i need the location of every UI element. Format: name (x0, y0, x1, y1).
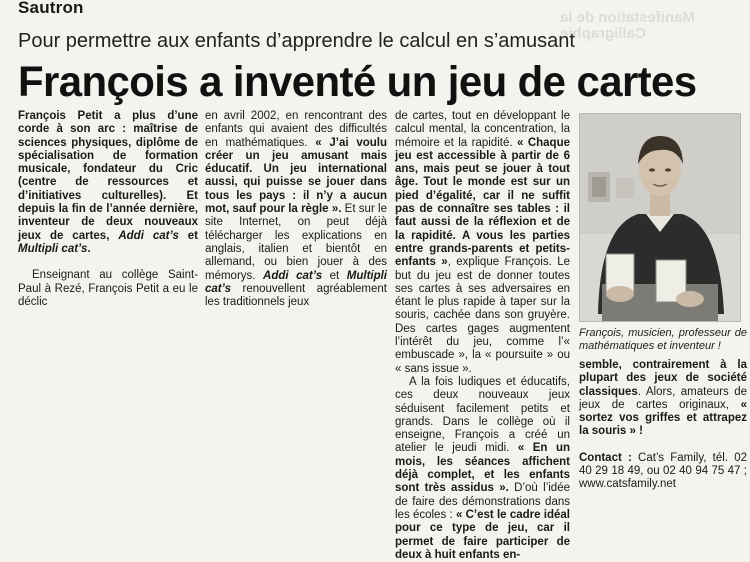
body-text: D’où l’idée de faire des démonstrations dans les écoles : (395, 482, 570, 521)
game-name-multipli: Multipli cat’s (205, 269, 388, 295)
game-name-addi: Addi cat’s (263, 269, 323, 282)
quote-text: « J’ai voulu créer un jeu amusant mais éducatif. Un jeu international aussi, qui puisse se jouer dans tous les pays : il n’y a aucun mot, sauf pour la règle ». (205, 136, 387, 216)
bleed-through-text: Manifestation de la Calligraphie (560, 9, 696, 42)
lead-end: . (87, 242, 91, 255)
game-name-multipli: Multipli cat’s (18, 242, 88, 255)
article-column-3 (395, 110, 570, 562)
conjunction: et (178, 229, 199, 242)
game-name-addi: Addi cat’s (118, 229, 179, 242)
quote-text: semble, contrairement à la plupart des jeux de société classiques (579, 359, 747, 398)
quote-text: « sortez vos griffes et attrapez la souris » ! (579, 398, 747, 438)
section-rubric: Sautron (18, 0, 84, 17)
article-column-2 (205, 110, 387, 309)
body-text: , explique François. Le but du jeu est de donner toutes ses cartes à ses adversaires en étant le plus rapide à taper sur la souris, cachée dans son gruyère. Des cartes gages augmentent l’intérêt du jeu, comme l’« embuscade », la « poursuite » ou « sans issue ». (395, 256, 570, 375)
body-paragraph: Enseignant au collège Saint-Paul à Rezé, François Petit a eu le déclic (18, 269, 198, 308)
contact-info (579, 452, 747, 492)
article-column-1 (18, 110, 198, 309)
photo-portrait (580, 114, 740, 321)
body-text: . Alors, amateurs de jeux de cartes originaux, (579, 385, 747, 411)
body-text: en avril 2002, en rencontrant des enfants qui avaient des difficultés en mathématiques. (205, 110, 387, 149)
conjunction: et (322, 269, 347, 282)
lead-paragraph (18, 110, 198, 256)
body-paragraph (395, 376, 570, 562)
body-paragraph (579, 359, 747, 439)
body-paragraph (205, 110, 387, 309)
lead-text: a plus d’une corde à son arc : maîtrise de sciences physiques, diplôme de spécialisation de formation musicale, fondateur du Cric (centre de ressources et d’initiatives culturelles). Et depuis la fin de l’année dernière, inventeur de deux nouveaux jeux de cartes, (18, 110, 198, 242)
body-text: renouvellent agréablement les traditionnels jeux (205, 282, 387, 309)
quote-text: « Chaque jeu est accessible à partir de 6 ans, mais peut se jouer à tout âge. Tout le monde est sur un pied d’égalité, car il ne suffit pas de connaître ses tables : il faut aussi de la réflexion et de la rapidité. A vous les parties entre grands-parents et petits-enfants » (395, 136, 570, 269)
article-headline: François a inventé un jeu de cartes (18, 58, 697, 106)
article-photo (579, 113, 741, 322)
quote-text: « En un mois, les séances affichent déjà complet, et les enfants sont très assidus ». (395, 442, 570, 495)
article-subtitle: Pour permettre aux enfants d’apprendre le calcul en s’amusant (18, 30, 575, 52)
body-text: A la fois ludiques et éducatifs, ces deux nouveaux jeux séduisent facilement petits et grands. Dans le collège où il enseigne, François a créé un atelier le jeudi midi. (395, 375, 570, 455)
photo-caption: François, musicien, professeur de mathématiques et inventeur ! (579, 327, 747, 352)
body-text: de cartes, tout en développant le calcul mental, la concentration, la mémoire et la rapidité. (395, 110, 570, 149)
body-paragraph (395, 110, 570, 376)
quote-text: « C’est le cadre idéal pour ce type de jeu, car il permet de faire participer de deux à huit enfants en- (395, 508, 570, 561)
lead-name: François Petit (18, 110, 103, 122)
article-column-4 (579, 327, 747, 492)
contact-details: Cat’s Family, tél. 02 40 29 18 49, ou 02 40 94 75 47 ; www.catsfamily.net (579, 451, 747, 491)
contact-label: Contact : (579, 451, 632, 464)
body-text: Et sur le site Internet, on peut déjà télécharger les explications en anglais, italien et bientôt en allemand, ou bien jouer à des mémorys. (205, 203, 387, 282)
